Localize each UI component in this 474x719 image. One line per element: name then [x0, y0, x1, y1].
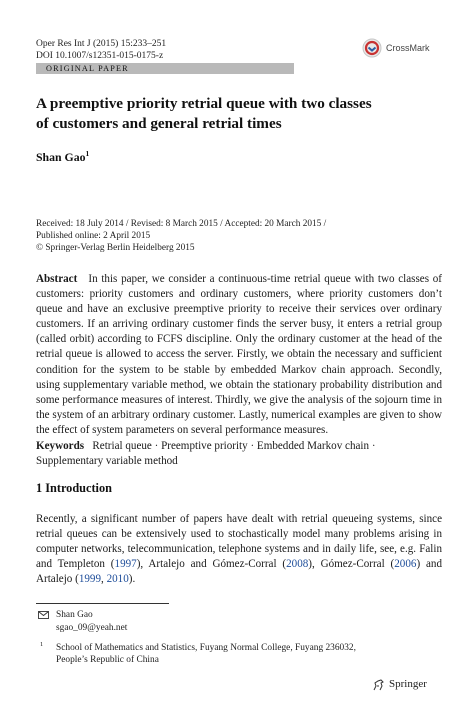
envelope-icon [38, 611, 49, 619]
affiliation-line-1: School of Mathematics and Statistics, Fuyang Normal College, Fuyang 236032, [56, 643, 356, 653]
abstract-label: Abstract [36, 273, 78, 285]
copyright-line: © Springer-Verlag Berlin Heidelberg 2015 [36, 243, 195, 253]
intro-text: ) and Artalejo ( [36, 558, 443, 586]
section-heading-introduction: 1 Introduction [36, 481, 112, 495]
intro-text: Recently, a significant number of papers have dealt with retrial queueing systems, since retrial queues can be extensively used to stochastically model many problems arising in computer networks, telecommunication, telephone systems and in daily life, see, e.g. Falin and Templeton ( [36, 513, 442, 571]
history-line-1: Received: 18 July 2014 / Revised: 8 March 2015 / Accepted: 20 March 2015 / [36, 219, 327, 229]
affiliation-line-2: People’s Republic of China [56, 655, 159, 665]
author [36, 149, 89, 165]
article-type-bar [36, 63, 294, 74]
title-line-2: of customers and general retrial times [36, 115, 282, 132]
journal-citation: Oper Res Int J (2015) 15:233–251 [36, 39, 167, 49]
citation-link[interactable]: 2008 [286, 558, 309, 571]
intro-text: ), Artalejo and Gómez-Corral ( [136, 558, 287, 571]
keywords-text: Retrial queue · Preemptive priority · Embedded Markov chain · Supplementary variable method [36, 440, 376, 467]
crossmark-label: CrossMark [386, 43, 430, 53]
crossmark-badge[interactable] [362, 38, 444, 60]
doi[interactable]: DOI 10.1007/s12351-015-0175-z [36, 51, 164, 61]
citation-link[interactable]: 2006 [394, 558, 417, 571]
contact-email[interactable]: sgao_09@yeah.net [56, 623, 128, 633]
intro-text: ). [128, 573, 136, 586]
citation-link[interactable]: 1997 [114, 558, 137, 571]
abstract-text: In this paper, we consider a continuous-time retrial queue with two classes of customers: priority customers and ordinary customers, where priority customers don’t queue and have an exclusive preemptive priority to receive their services over ordinary customers. If an arriving ordinary customer finds the server busy, it enters a retrial group (called orbit) according to FCFS discipline. Only the ordinary customer at the head of the retrial queue is allowed to access the server. Firstly, we obtain the necessary and sufficient condition for the system to be stable by embedded Markov chain approach. Secondly, using supplementary variable method, we obtain the stationary probability distribution and some performance measures of interest. Thirdly, we give the analysis of the sojourn time in the system of an arbitrary ordinary customer. Lastly, numerical examples are given to show the effect of system parameters on several performance measures. [36, 273, 442, 436]
footnote-divider [36, 603, 169, 604]
introduction-paragraph [36, 512, 442, 587]
publisher-logo [372, 678, 452, 694]
keywords [36, 439, 442, 469]
paper-title [36, 94, 436, 134]
title-line-1: A preemptive priority retrial queue with two classes [36, 95, 372, 112]
contact-name: Shan Gao [56, 610, 93, 620]
citation-link[interactable]: 2010 [106, 573, 129, 586]
crossmark-icon [362, 38, 382, 58]
springer-horse-icon [372, 678, 386, 692]
keywords-label: Keywords [36, 440, 85, 452]
article-type-label: ORIGINAL PAPER [46, 64, 129, 73]
history-line-2: Published online: 2 April 2015 [36, 231, 151, 241]
abstract [36, 272, 442, 438]
citation-link[interactable]: 1999 [78, 573, 102, 586]
intro-text: ), Gómez-Corral ( [308, 558, 395, 571]
intro-text: , [101, 573, 107, 586]
author-name: Shan Gao [36, 149, 86, 164]
author-affil-mark: 1 [85, 149, 90, 158]
publisher-name: Springer [389, 678, 427, 690]
publication-history [36, 218, 441, 254]
affiliation-mark: 1 [40, 641, 44, 648]
